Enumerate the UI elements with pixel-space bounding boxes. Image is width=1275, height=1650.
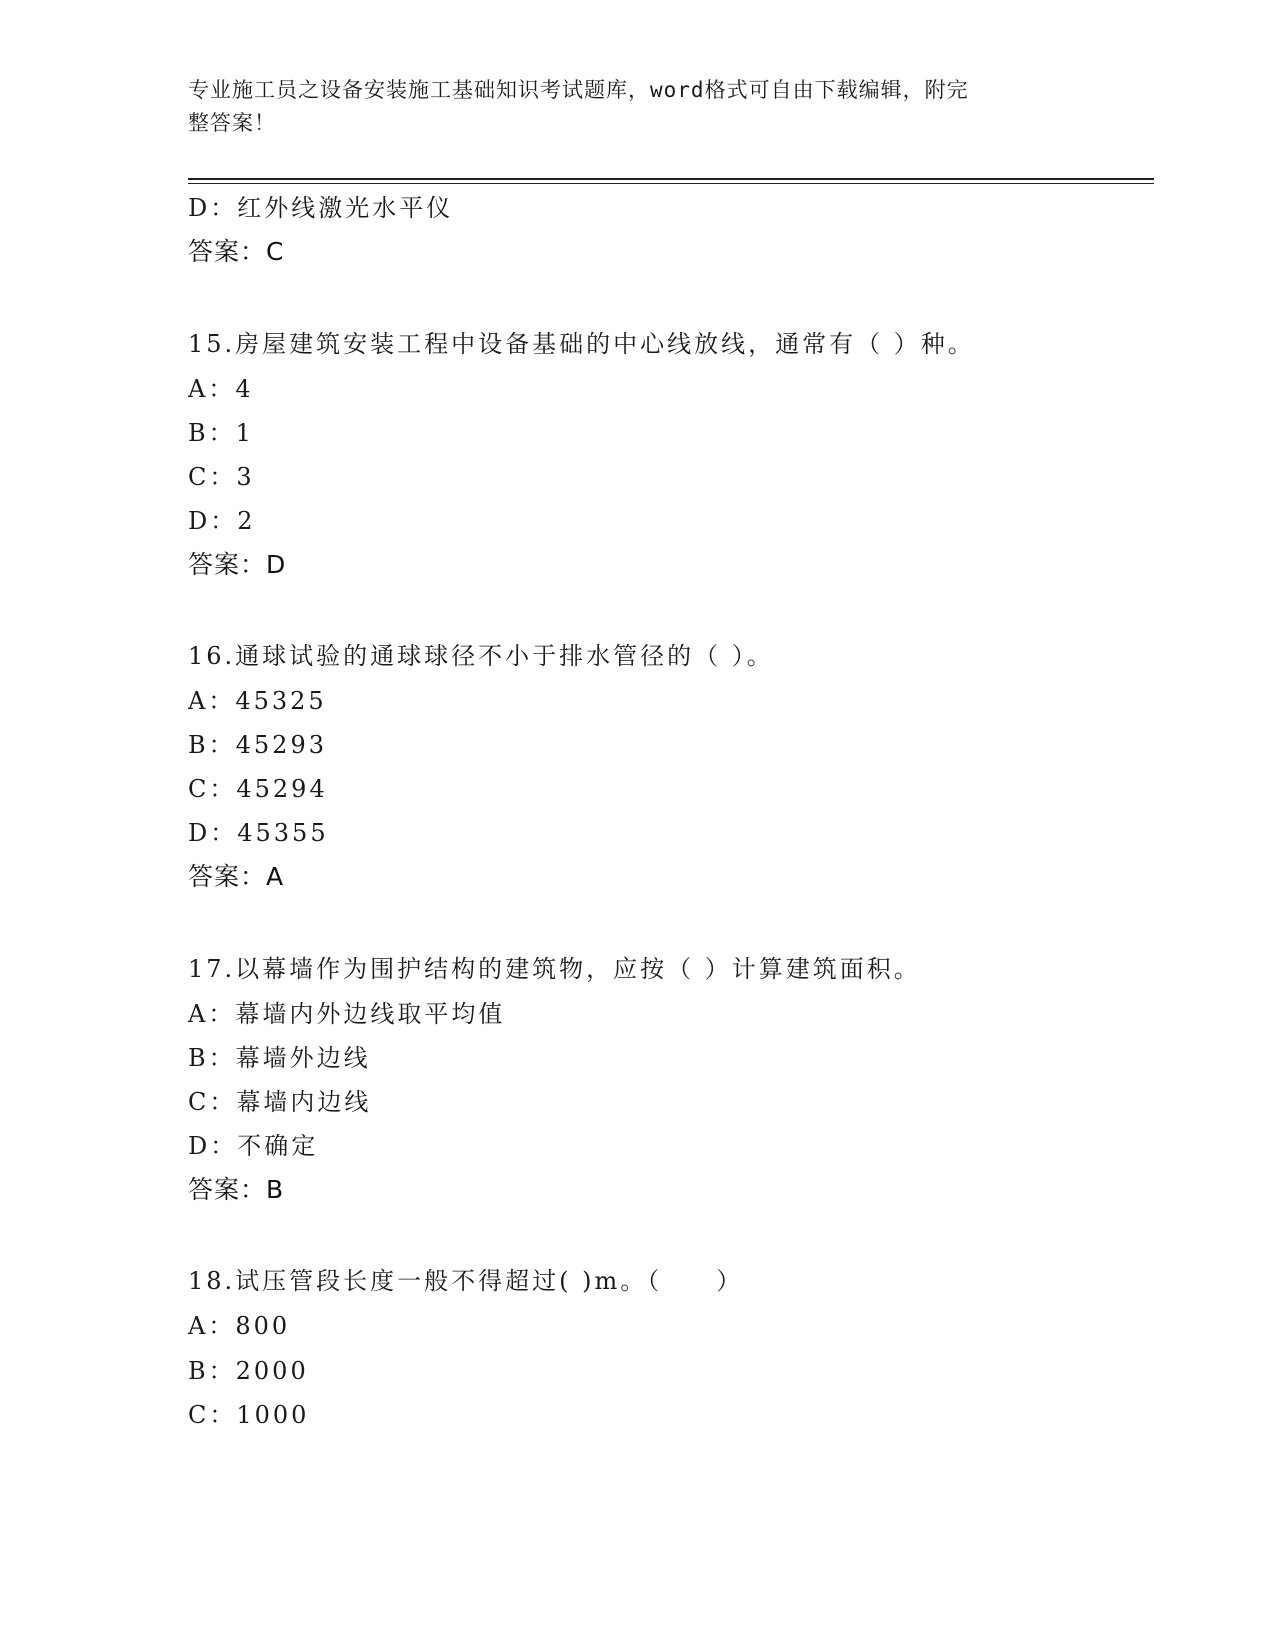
prev-option-d: D：红外线激光水平仪 bbox=[188, 194, 454, 222]
q15-option-c: C：3 bbox=[188, 463, 255, 491]
q15-option-d: D：2 bbox=[188, 507, 256, 535]
q18-option-b: B：2000 bbox=[188, 1357, 309, 1385]
q16-option-d: D：45355 bbox=[188, 819, 329, 847]
q15-option-a: A：4 bbox=[188, 375, 254, 403]
prev-answer: 答案：C bbox=[188, 237, 285, 266]
q16-option-b: B：45293 bbox=[188, 731, 327, 759]
q16-option-a: A：45325 bbox=[188, 687, 327, 715]
q15-answer: 答案：D bbox=[188, 550, 287, 579]
q16-question: 16.通球试验的通球球径不小于排水管径的（ ）。 bbox=[188, 642, 774, 670]
q15-option-b: B：1 bbox=[188, 419, 254, 447]
header-line-2: 整答案！ bbox=[188, 111, 276, 135]
document-header bbox=[188, 74, 1068, 140]
q17-option-b: B：幕墙外边线 bbox=[188, 1044, 371, 1072]
q15-question: 15.房屋建筑安装工程中设备基础的中心线放线，通常有（ ）种。 bbox=[188, 330, 975, 358]
header-line-1: 专业施工员之设备安装施工基础知识考试题库，word格式可自由下载编辑，附完 bbox=[188, 78, 969, 102]
q17-option-a: A：幕墙内外边线取平均值 bbox=[188, 1000, 506, 1028]
q17-question: 17.以幕墙作为围护结构的建筑物，应按（ ）计算建筑面积。 bbox=[188, 955, 921, 983]
q18-option-c: C：1000 bbox=[188, 1401, 310, 1429]
header-divider-thick bbox=[188, 178, 1154, 180]
q17-answer: 答案：B bbox=[188, 1175, 285, 1204]
q16-option-c: C：45294 bbox=[188, 775, 328, 803]
q16-answer: 答案：A bbox=[188, 862, 285, 891]
q17-option-c: C：幕墙内边线 bbox=[188, 1088, 372, 1116]
q17-option-d: D：不确定 bbox=[188, 1132, 319, 1160]
header-divider-thin bbox=[188, 183, 1154, 184]
q18-question: 18.试压管段长度一般不得超过( )m。（ ） bbox=[188, 1267, 744, 1295]
q18-option-a: A：800 bbox=[188, 1312, 291, 1340]
